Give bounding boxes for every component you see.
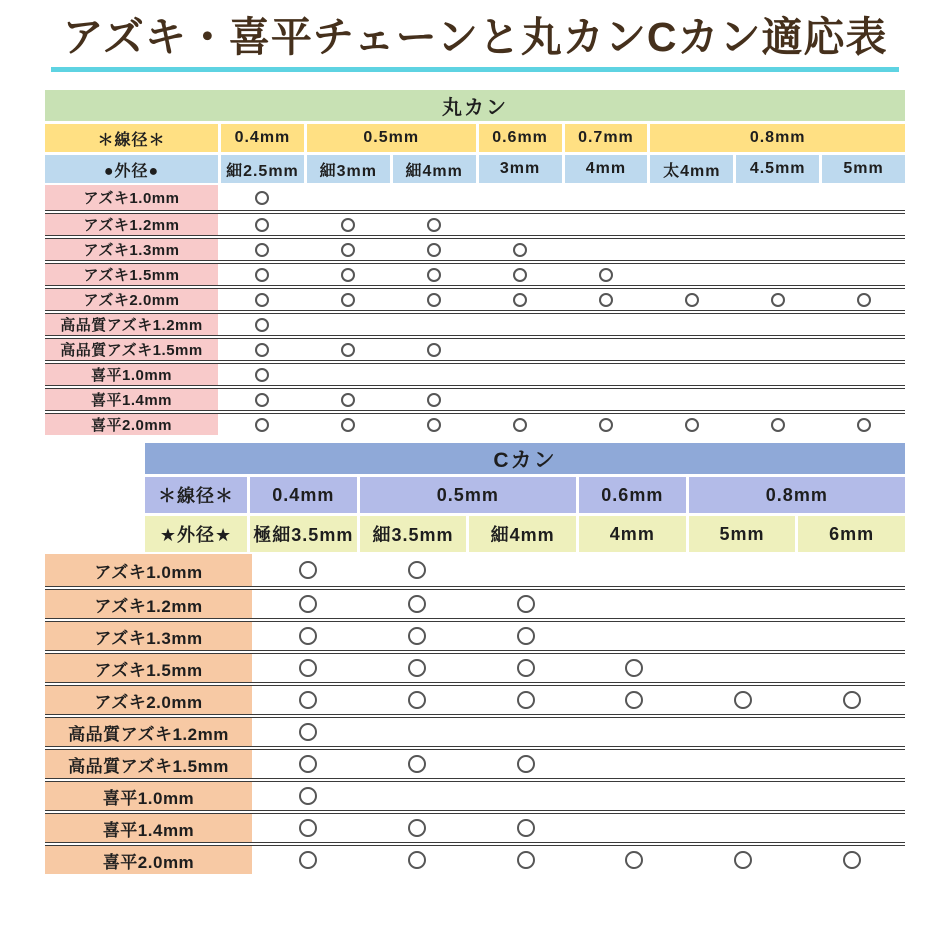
row-label: 喜平1.4mm [45,389,218,410]
compatible-circle-icon [843,851,861,869]
compatible-circle-icon [513,243,527,257]
empty-cell [736,239,819,260]
compatible-mark-cell [479,289,562,310]
compatible-mark-cell [255,654,361,682]
compatible-mark-cell [690,686,796,714]
empty-cell [479,185,562,210]
empty-cell [582,590,688,618]
table-row [45,714,905,746]
compatible-circle-icon [771,418,785,432]
compatible-mark-cell [307,264,390,285]
empty-cell [736,389,819,410]
outer-column: 4mm [579,516,686,552]
compatible-mark-cell [473,686,579,714]
table-row [45,310,905,335]
compatible-mark-cell [255,782,361,810]
compatible-mark-cell [799,846,905,874]
compatible-mark-cell [364,814,470,842]
empty-cell [690,554,796,586]
empty-cell [565,239,648,260]
empty-cell [822,214,905,235]
row-label: アズキ1.3mm [45,622,252,650]
compatible-mark-cell [393,239,476,260]
table-row [45,210,905,235]
outer-diameter-header: ●外径● [45,155,218,183]
page-header [0,14,950,72]
table-row [45,360,905,385]
compatible-mark-cell [307,389,390,410]
compatible-mark-cell [473,846,579,874]
outer-column: 細3.5mm [360,516,467,552]
compatible-mark-cell [221,414,304,435]
compatible-mark-cell [393,389,476,410]
compatible-circle-icon [408,691,426,709]
empty-cell [650,239,733,260]
table-row [45,554,905,586]
c-kan-table-title: Cカン [145,443,905,474]
compatible-circle-icon [408,561,426,579]
compatible-mark-cell [221,214,304,235]
empty-cell [799,622,905,650]
empty-cell [582,554,688,586]
compatible-mark-cell [255,622,361,650]
compatible-circle-icon [685,293,699,307]
compatible-circle-icon [427,293,441,307]
row-label: アズキ2.0mm [45,686,252,714]
compatible-mark-cell [473,622,579,650]
wire-group: 0.5mm [360,477,576,513]
compatible-mark-cell [565,264,648,285]
compatible-mark-cell [565,289,648,310]
table-row [45,650,905,682]
compatible-mark-cell [393,339,476,360]
compatible-circle-icon [255,318,269,332]
row-label: 高品質アズキ1.2mm [45,718,252,746]
compatible-mark-cell [473,814,579,842]
empty-cell [799,782,905,810]
compatible-circle-icon [408,819,426,837]
compatible-circle-icon [427,243,441,257]
table-row [45,410,905,435]
empty-cell [736,185,819,210]
compatible-mark-cell [650,414,733,435]
ckan-wire-diameter-row [145,477,905,513]
empty-cell [479,364,562,385]
empty-cell [736,264,819,285]
compatible-mark-cell [255,554,361,586]
empty-cell [473,718,579,746]
compatible-mark-cell [582,654,688,682]
compatible-mark-cell [479,414,562,435]
empty-cell [582,782,688,810]
compatible-mark-cell [364,554,470,586]
table-row [45,618,905,650]
compatible-circle-icon [408,659,426,677]
empty-cell [690,750,796,778]
empty-cell [565,185,648,210]
empty-cell [582,750,688,778]
wire-diameter-header: ＊線径＊ [145,477,247,513]
empty-cell [307,314,390,335]
compatible-mark-cell [255,750,361,778]
compatible-mark-cell [799,686,905,714]
empty-cell [799,590,905,618]
compatible-circle-icon [517,851,535,869]
compatible-mark-cell [255,686,361,714]
empty-cell [582,622,688,650]
table-row [45,682,905,714]
compatible-mark-cell [364,622,470,650]
compatible-circle-icon [625,851,643,869]
compatible-circle-icon [408,595,426,613]
compatible-mark-cell [364,590,470,618]
empty-cell [690,782,796,810]
empty-cell [799,654,905,682]
empty-cell [565,389,648,410]
empty-cell [799,750,905,778]
compatible-circle-icon [299,659,317,677]
compatible-circle-icon [299,627,317,645]
compatible-circle-icon [255,268,269,282]
empty-cell [650,214,733,235]
empty-cell [650,364,733,385]
compatible-circle-icon [299,595,317,613]
row-label: アズキ1.3mm [45,239,218,260]
row-label: アズキ1.5mm [45,264,218,285]
compatible-circle-icon [513,418,527,432]
compatible-mark-cell [582,686,688,714]
compatible-mark-cell [473,654,579,682]
compatible-circle-icon [625,691,643,709]
empty-cell [736,214,819,235]
empty-cell [364,718,470,746]
compatible-circle-icon [408,755,426,773]
outer-column: 細4mm [469,516,576,552]
compatible-circle-icon [517,755,535,773]
compatible-mark-cell [822,414,905,435]
compatible-circle-icon [517,659,535,677]
outer-column: 細4mm [393,155,476,183]
empty-cell [799,814,905,842]
row-label: 高品質アズキ1.5mm [45,750,252,778]
c-kan-table [45,443,905,874]
compatible-mark-cell [255,590,361,618]
compatible-mark-cell [473,590,579,618]
row-label: アズキ2.0mm [45,289,218,310]
wire-group: 0.6mm [579,477,686,513]
compatible-circle-icon [255,418,269,432]
wire-diameter-header: ＊線径＊ [45,124,218,152]
compatible-mark-cell [690,846,796,874]
empty-cell [582,814,688,842]
table-row [45,235,905,260]
outer-column: 極細3.5mm [250,516,357,552]
compatible-mark-cell [307,339,390,360]
wire-group: 0.5mm [307,124,476,152]
empty-cell [822,389,905,410]
compatible-circle-icon [341,343,355,357]
compatible-circle-icon [341,268,355,282]
row-label: 喜平1.0mm [45,782,252,810]
compatible-mark-cell [255,814,361,842]
table-row [45,842,905,874]
compatible-circle-icon [857,293,871,307]
maru-wire-diameter-row [45,124,905,152]
page-title: アズキ・喜平チェーンと丸カンCカン適応表 [51,14,900,72]
outer-column: 5mm [822,155,905,183]
compatible-mark-cell [221,239,304,260]
wire-group: 0.6mm [479,124,562,152]
wire-group: 0.8mm [689,477,905,513]
compatible-mark-cell [221,314,304,335]
compatible-circle-icon [517,691,535,709]
compatible-mark-cell [650,289,733,310]
compatible-circle-icon [427,268,441,282]
compatible-circle-icon [427,343,441,357]
row-label: アズキ1.0mm [45,554,252,586]
compatible-mark-cell [221,264,304,285]
empty-cell [822,239,905,260]
empty-cell [364,782,470,810]
empty-cell [393,185,476,210]
table-row [45,260,905,285]
table-row [45,778,905,810]
row-label: 喜平1.0mm [45,364,218,385]
row-label: 喜平2.0mm [45,846,252,874]
empty-cell [393,364,476,385]
compatible-circle-icon [255,191,269,205]
compatible-circle-icon [341,418,355,432]
wire-group: 0.7mm [565,124,648,152]
compatible-circle-icon [255,243,269,257]
table-row [45,810,905,842]
table-row [45,586,905,618]
compatible-circle-icon [341,218,355,232]
compatible-circle-icon [734,691,752,709]
compatible-circle-icon [517,595,535,613]
compatible-mark-cell [393,414,476,435]
wire-group: 0.8mm [650,124,905,152]
empty-cell [690,654,796,682]
empty-cell [473,782,579,810]
empty-cell [822,314,905,335]
compatible-mark-cell [565,414,648,435]
compatible-mark-cell [473,750,579,778]
compatible-mark-cell [221,339,304,360]
compatible-circle-icon [599,268,613,282]
compatible-circle-icon [685,418,699,432]
compatible-circle-icon [843,691,861,709]
compatible-circle-icon [341,243,355,257]
empty-cell [822,339,905,360]
empty-cell [690,622,796,650]
compatible-circle-icon [513,293,527,307]
empty-cell [822,264,905,285]
empty-cell [582,718,688,746]
table-row [45,185,905,210]
outer-column: 4.5mm [736,155,819,183]
compatible-circle-icon [517,627,535,645]
compatible-circle-icon [771,293,785,307]
compatible-circle-icon [299,851,317,869]
compatible-circle-icon [734,851,752,869]
empty-cell [393,314,476,335]
empty-cell [565,364,648,385]
compatible-mark-cell [307,414,390,435]
empty-cell [736,364,819,385]
table-row [45,335,905,360]
row-label: 高品質アズキ1.2mm [45,314,218,335]
compatible-circle-icon [255,343,269,357]
empty-cell [799,554,905,586]
outer-column: 6mm [798,516,905,552]
empty-cell [650,339,733,360]
empty-cell [690,718,796,746]
compatible-circle-icon [427,418,441,432]
compatible-circle-icon [517,819,535,837]
empty-cell [565,314,648,335]
compatible-circle-icon [408,851,426,869]
compatible-mark-cell [364,686,470,714]
compatible-mark-cell [364,846,470,874]
compatible-circle-icon [408,627,426,645]
maru-kan-table-title: 丸カン [45,90,905,121]
compatible-circle-icon [599,293,613,307]
outer-column: 細3mm [307,155,390,183]
empty-cell [479,214,562,235]
compatible-circle-icon [255,368,269,382]
wire-group: 0.4mm [250,477,357,513]
compatible-mark-cell [307,289,390,310]
compatible-circle-icon [299,819,317,837]
compatible-mark-cell [307,239,390,260]
compatible-mark-cell [255,846,361,874]
compatible-mark-cell [393,214,476,235]
table-row [45,746,905,778]
compatible-mark-cell [822,289,905,310]
compatible-mark-cell [393,289,476,310]
maru-kan-table [45,90,905,435]
compatible-circle-icon [341,393,355,407]
compatible-mark-cell [221,289,304,310]
empty-cell [822,185,905,210]
row-label: 喜平1.4mm [45,814,252,842]
compatible-mark-cell [364,750,470,778]
maru-outer-diameter-row [45,155,905,183]
empty-cell [473,554,579,586]
compatible-circle-icon [299,755,317,773]
compatible-mark-cell [736,414,819,435]
outer-column: 太4mm [650,155,733,183]
empty-cell [690,590,796,618]
compatible-circle-icon [255,293,269,307]
outer-column: 4mm [565,155,648,183]
empty-cell [565,214,648,235]
empty-cell [650,264,733,285]
empty-cell [822,364,905,385]
compatible-mark-cell [364,654,470,682]
row-label: アズキ1.0mm [45,185,218,210]
row-label: 喜平2.0mm [45,414,218,435]
compatible-circle-icon [255,218,269,232]
wire-group: 0.4mm [221,124,304,152]
empty-cell [479,389,562,410]
empty-cell [650,314,733,335]
empty-cell [307,185,390,210]
compatible-mark-cell [479,239,562,260]
ckan-outer-diameter-row [145,516,905,552]
compatible-mark-cell [736,289,819,310]
compatible-circle-icon [427,218,441,232]
compatible-mark-cell [221,364,304,385]
empty-cell [799,718,905,746]
compatible-circle-icon [341,293,355,307]
compatible-circle-icon [427,393,441,407]
compatible-circle-icon [299,691,317,709]
compatible-circle-icon [299,787,317,805]
compatible-mark-cell [479,264,562,285]
empty-cell [479,314,562,335]
empty-cell [736,339,819,360]
compatible-mark-cell [255,718,361,746]
compatible-circle-icon [599,418,613,432]
row-label: アズキ1.5mm [45,654,252,682]
table-row [45,285,905,310]
empty-cell [650,389,733,410]
empty-cell [690,814,796,842]
compatible-circle-icon [255,393,269,407]
empty-cell [307,364,390,385]
row-label: アズキ1.2mm [45,590,252,618]
compatible-mark-cell [221,389,304,410]
compatible-circle-icon [299,723,317,741]
compatible-mark-cell [582,846,688,874]
row-label: アズキ1.2mm [45,214,218,235]
outer-column: 3mm [479,155,562,183]
compatible-mark-cell [307,214,390,235]
compatible-circle-icon [625,659,643,677]
empty-cell [565,339,648,360]
compatible-circle-icon [513,268,527,282]
empty-cell [479,339,562,360]
outer-column: 細2.5mm [221,155,304,183]
compatible-mark-cell [221,185,304,210]
compatible-circle-icon [299,561,317,579]
row-label: 高品質アズキ1.5mm [45,339,218,360]
compatible-mark-cell [393,264,476,285]
empty-cell [736,314,819,335]
compatible-circle-icon [857,418,871,432]
outer-diameter-header: ★外径★ [145,516,247,552]
table-row [45,385,905,410]
empty-cell [650,185,733,210]
outer-column: 5mm [689,516,796,552]
